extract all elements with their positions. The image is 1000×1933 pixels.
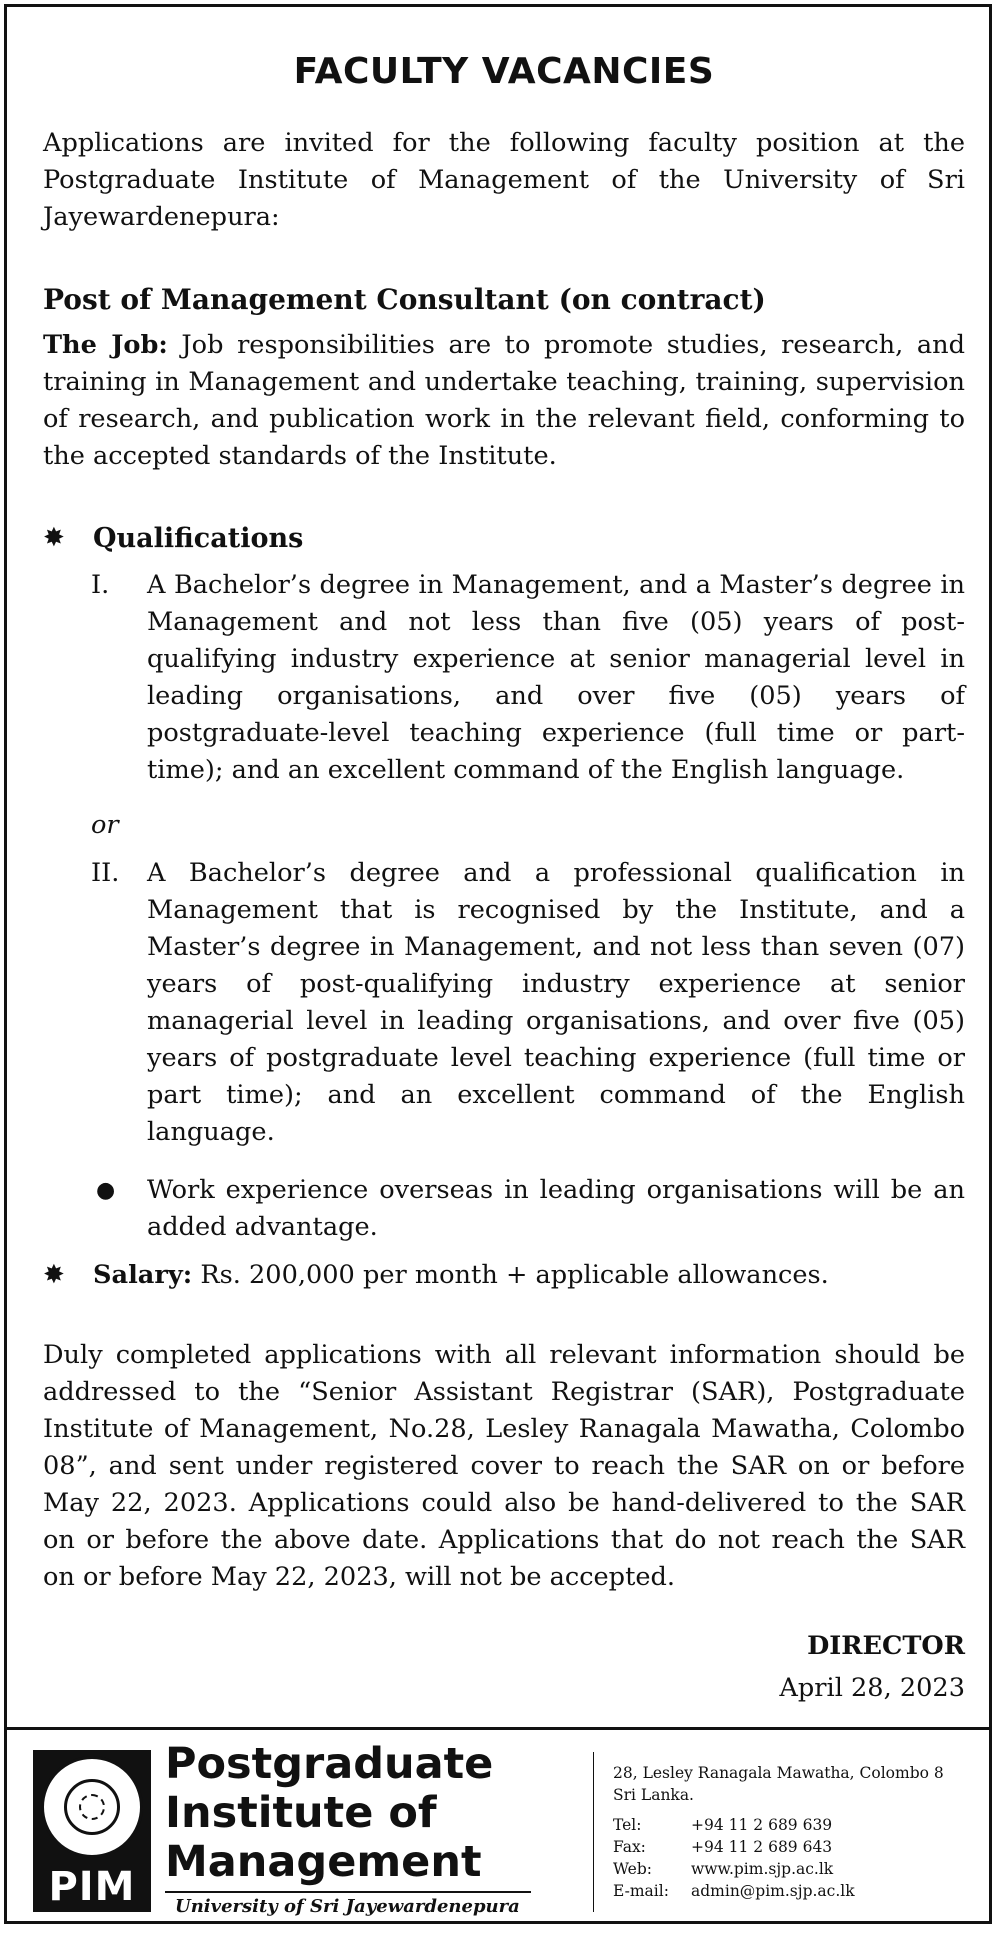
institute-underline (165, 1891, 531, 1893)
signature-date: April 28, 2023 (779, 1673, 965, 1703)
salary-label: Salary: (93, 1260, 193, 1290)
page-title: FACULTY VACANCIES (293, 51, 715, 92)
tel-row: Tel: +94 11 2 689 639 (613, 1816, 833, 1834)
fax-row: Fax: +94 11 2 689 643 (613, 1838, 833, 1856)
qualifications-heading: Qualifications (93, 523, 304, 554)
footer (7, 1730, 989, 1921)
advantage-bullet: Work experience overseas in leading organisations will be an added advantage. (147, 1175, 965, 1242)
web-link[interactable]: www.pim.sjp.ac.lk (691, 1860, 834, 1878)
address-line: Sri Lanka. (613, 1786, 694, 1804)
star-bullet-icon: ✸ (43, 1260, 65, 1290)
logo-text: PIM (48, 1864, 136, 1910)
advertisement-frame (4, 4, 992, 1924)
closing-paragraph: Duly completed applications with all relevant information should be addressed to the “Senior Assistant Registrar (SAR), Postgraduate Institute of Management, No.28, Lesley Ranagala Mawatha, Colombo 08”, and sent under registered cover to reach the SAR on or before May 22, 2023. Applications could also be hand-delivered to the SAR on or before the above date. Applications that do not reach the SAR on or before May 22, 2023, will not be accepted. (43, 1340, 965, 1592)
post-title: Post of Management Consultant (on contract) (43, 283, 766, 316)
job-paragraph (43, 327, 965, 475)
web-row: Web: www.pim.sjp.ac.lk (613, 1860, 834, 1878)
qualification-item: A Bachelor’s degree in Management, and a Master’s degree in Management and not less than five (05) years of post-qualifying industry experience at senior managerial level in leading organisations, and over five (05) years of postgraduate-level teaching experience (full time or part-time); and an excellent command of the English language. (147, 570, 965, 785)
address-line: 28, Lesley Ranagala Mawatha, Colombo 8 (613, 1764, 944, 1782)
fax-value: +94 11 2 689 643 (691, 1838, 833, 1856)
or-separator: or (91, 810, 119, 840)
intro-paragraph: Applications are invited for the following faculty position at the Postgraduate Institute of Management of the University of Sri Jayewardenepura: (43, 128, 965, 232)
star-bullet-icon: ✸ (43, 523, 65, 553)
signature-role: DIRECTOR (807, 1631, 965, 1661)
job-label: The Job: (43, 330, 168, 360)
university-name: University of Sri Jayewardenepura (175, 1896, 520, 1917)
footer-vertical-divider (593, 1752, 594, 1912)
qualification-item: A Bachelor’s degree and a professional qualification in Management that is recognised by the Institute, and a Master’s degree in Management, and not less than seven (07) years of post-qualifying industry experience at senior managerial level in leading organisations, and over five (05) years of postgraduate level teaching experience (full time or part time); and an excellent command of the English language. (147, 858, 965, 1147)
university-seal-icon (41, 1756, 143, 1858)
tel-value: +94 11 2 689 639 (691, 1816, 833, 1834)
institute-name: Postgraduate Institute of Management (165, 1739, 494, 1887)
qualification-number: I. (91, 570, 110, 600)
pim-logo (33, 1750, 151, 1912)
email-row: E-mail: admin@pim.sjp.ac.lk (613, 1882, 855, 1900)
salary-line (93, 1257, 829, 1294)
bullet-dot-icon: ● (96, 1178, 116, 1203)
job-text: Job responsibilities are to promote studies, research, and training in Management and undertake teaching, training, supervision of research, and publication work in the relevant field, conforming to the accepted standards of the Institute. (43, 330, 965, 471)
email-link[interactable]: admin@pim.sjp.ac.lk (691, 1882, 855, 1900)
qualification-number: II. (91, 858, 120, 888)
salary-text: Rs. 200,000 per month + applicable allowances. (200, 1260, 829, 1290)
